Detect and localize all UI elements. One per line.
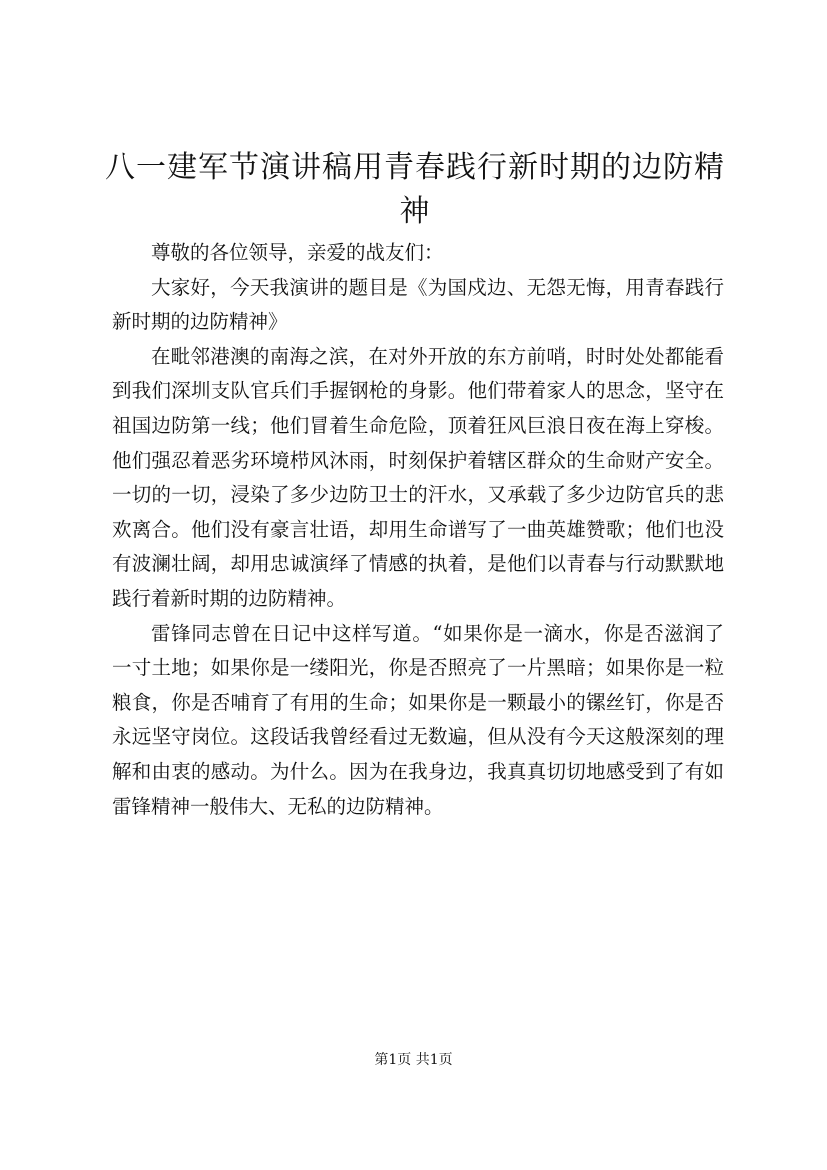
document-body xyxy=(112,236,724,824)
paragraph-lei-feng: 雷锋同志曾在日记中这样写道。“如果你是一滴水，你是否滋润了一寸土地；如果你是一缕阳光，你是否照亮了一片黑暗；如果你是一粒粮食，你是否哺育了有用的生命；如果你是一颗最小的镙丝钉，你是否永远坚守岗位。这段话我曾经看过无数遍，但从没有今天这般深刻的理解和由衷的感动。为什么。因为在我身边，我真真切切地感受到了有如雷锋精神一般伟大、无私的边防精神。 xyxy=(112,621,724,818)
document-title: 八一建军节演讲稿用青春践行新时期的边防精神 xyxy=(105,150,725,229)
paragraph-border-guards: 在毗邻港澳的南海之滨，在对外开放的东方前哨，时时处处都能看到我们深圳支队官兵们手握钢枪的身影。他们带着家人的思念，坚守在祖国边防第一线；他们冒着生命危险，顶着狂风巨浪日夜在海上穿梭。他们强忍着恶劣环境栉风沐雨，时刻保护着辖区群众的生命财产安全。一切的一切，浸染了多少边防卫士的汗水，又承载了多少边防官兵的悲欢离合。他们没有豪言壮语，却用生命谱写了一曲英雄赞歌；他们也没有波澜壮阔，却用忠诚演绎了情感的执着，是他们以青春与行动默默地践行着新时期的边防精神。 xyxy=(112,344,724,610)
page-footer: 第1页 共1页 xyxy=(374,1052,453,1068)
paragraph-greeting: 尊敬的各位领导，亲爱的战友们： xyxy=(151,241,444,264)
paragraph-intro: 大家好，今天我演讲的题目是《为国戍边、无怨无悔，用青春践行新时期的边防精神》 xyxy=(112,275,724,334)
